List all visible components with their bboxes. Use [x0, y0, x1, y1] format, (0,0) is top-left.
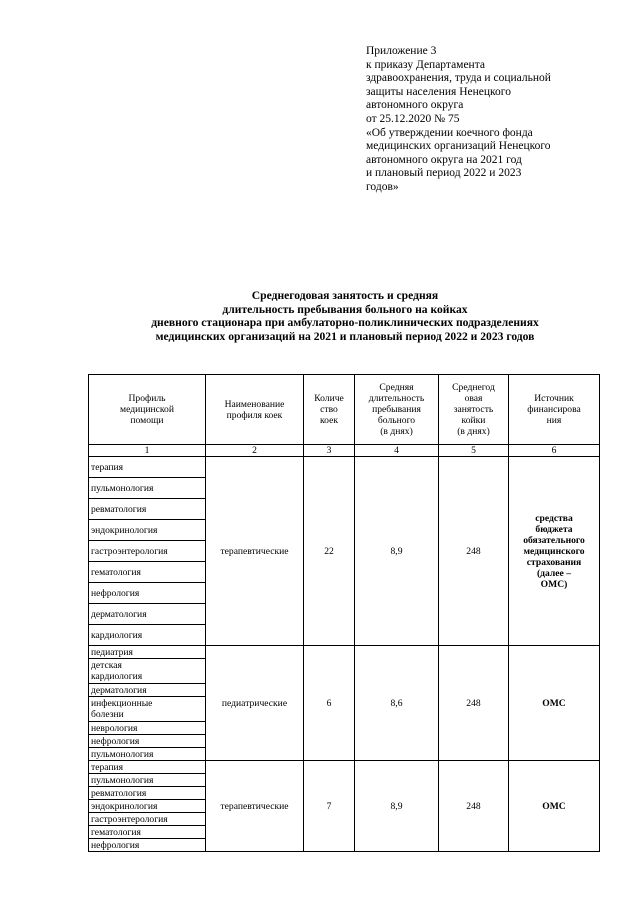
annex-line: годов»	[366, 180, 399, 193]
cell-line: детская	[91, 660, 122, 671]
cell-line: (далее –	[536, 567, 572, 579]
header-occupancy	[439, 375, 509, 445]
cell-line: эндокринология	[91, 524, 158, 536]
table-body	[89, 375, 600, 852]
title-line: длительность пребывания больного на койках	[222, 302, 468, 316]
cell-line: бюджета	[535, 523, 573, 535]
cell-line: (в днях)	[380, 426, 413, 437]
table-row	[89, 761, 600, 774]
bed-profile-cell: терапевтические	[206, 761, 304, 852]
cell-line: страхования	[526, 556, 582, 568]
profile-cell	[89, 659, 206, 684]
profile-cell	[89, 499, 206, 520]
cell-line: кардиология	[91, 671, 143, 682]
cell-line: болезни	[91, 709, 124, 720]
annex-line: автономного округа на 2021 год	[366, 153, 522, 166]
column-number: 1	[89, 445, 206, 457]
occupancy-cell: 248	[439, 646, 509, 761]
annex-line: медицинских организаций Ненецкого	[366, 140, 551, 153]
profile-cell	[89, 839, 206, 852]
header-profile	[89, 375, 206, 445]
header-avg-stay	[355, 375, 439, 445]
bed-profile-cell: педиатрические	[206, 646, 304, 761]
bed-occupancy-table	[88, 374, 600, 852]
cell-line: пульмонология	[91, 482, 154, 494]
cell-line: длительность	[368, 393, 425, 404]
cell-line: ревматология	[91, 503, 147, 515]
cell-line: пребывания	[372, 404, 421, 415]
cell-line: помощи	[130, 415, 164, 426]
header-row	[89, 375, 600, 445]
cell-line: Источник	[534, 393, 574, 404]
profile-cell	[89, 774, 206, 787]
cell-line: нефрология	[91, 735, 140, 747]
profile-cell	[89, 735, 206, 748]
funding-cell	[509, 761, 600, 852]
cell-line: средства	[535, 512, 573, 524]
cell-line: Среднегод	[452, 382, 495, 393]
cell-line: коек	[319, 415, 338, 426]
cell-line: Средняя	[379, 382, 414, 393]
funding-cell	[509, 646, 600, 761]
cell-line: занятость	[453, 404, 494, 415]
cell-line: медицинского	[523, 545, 585, 557]
cell-line: Количе	[314, 393, 344, 404]
annex-block	[366, 45, 626, 195]
cell-line: пульмонология	[91, 748, 154, 760]
table-row	[89, 646, 600, 659]
annex-line: от 25.12.2020 № 75	[366, 112, 460, 125]
profile-cell	[89, 697, 206, 722]
profile-cell	[89, 457, 206, 478]
cell-line: кардиология	[91, 629, 143, 641]
column-number: 6	[509, 445, 600, 457]
annex-line: и плановый период 2022 и 2023	[366, 167, 522, 180]
cell-line: нефрология	[91, 839, 140, 851]
cell-line: Наименование	[224, 398, 285, 410]
avg-stay-cell: 8,9	[355, 761, 439, 852]
profile-cell	[89, 761, 206, 774]
bed-count-cell: 6	[304, 646, 355, 761]
cell-line: дерматология	[91, 684, 147, 696]
occupancy-cell: 248	[439, 761, 509, 852]
title-line: Среднегодовая занятость и средняя	[251, 289, 439, 302]
cell-line: эндокринология	[91, 800, 158, 812]
column-number: 4	[355, 445, 439, 457]
cell-line: профиля коек	[226, 409, 283, 421]
cell-line: неврология	[91, 722, 138, 734]
annex-line: «Об утверждении коечного фонда	[366, 126, 533, 139]
profile-cell	[89, 520, 206, 541]
title-line: дневного стационара при амбулаторно-поликлинических подразделениях	[151, 316, 539, 330]
cell-line: терапия	[91, 461, 124, 473]
funding-cell	[509, 457, 600, 646]
profile-cell	[89, 562, 206, 583]
header-bed-count	[304, 375, 355, 445]
cell-line: медицинской	[120, 404, 174, 415]
column-number: 3	[304, 445, 355, 457]
profile-cell	[89, 625, 206, 646]
header-funding	[509, 375, 600, 445]
cell-line: (в днях)	[457, 426, 490, 437]
column-number-row	[89, 445, 600, 457]
cell-line: гематология	[91, 826, 141, 838]
annex-line: защиты населения Ненецкого	[366, 85, 511, 98]
cell-line: гематология	[91, 566, 141, 578]
cell-line: ОМС)	[540, 578, 568, 590]
annex-line: Приложение 3	[366, 45, 437, 57]
avg-stay-cell: 8,6	[355, 646, 439, 761]
bed-profile-cell: терапевтические	[206, 457, 304, 646]
annex-line: автономного округа	[366, 99, 464, 112]
title-line: медицинских организаций на 2021 и плановый период 2022 и 2023 годов	[155, 330, 535, 344]
bed-count-cell: 7	[304, 761, 355, 852]
annex-line: здравоохранения, труда и социальной	[366, 72, 551, 85]
profile-cell	[89, 813, 206, 826]
cell-line: пульмонология	[91, 774, 154, 786]
profile-cell	[89, 478, 206, 499]
profile-cell	[89, 826, 206, 839]
bed-count-cell: 22	[304, 457, 355, 646]
cell-line: нефрология	[91, 587, 140, 599]
profile-cell	[89, 583, 206, 604]
profile-cell	[89, 787, 206, 800]
cell-line: обязательного	[523, 534, 585, 546]
profile-cell	[89, 604, 206, 625]
occupancy-cell: 248	[439, 457, 509, 646]
cell-line: больного	[377, 415, 416, 426]
cell-line: терапия	[91, 761, 124, 773]
cell-line: ния	[546, 415, 562, 426]
cell-line: ОМС	[542, 800, 566, 812]
document-title	[80, 289, 610, 344]
profile-cell	[89, 646, 206, 659]
cell-line: койки	[461, 415, 486, 426]
cell-line: ревматология	[91, 787, 147, 799]
cell-line: инфекционные	[91, 698, 153, 709]
column-number: 5	[439, 445, 509, 457]
cell-line: дерматология	[91, 608, 147, 620]
table-row	[89, 457, 600, 478]
profile-cell	[89, 722, 206, 735]
header-bed-profile	[206, 375, 304, 445]
cell-line: гастроэнтерология	[91, 545, 168, 557]
profile-cell	[89, 684, 206, 697]
column-number: 2	[206, 445, 304, 457]
cell-line: овая	[464, 393, 483, 404]
profile-cell	[89, 800, 206, 813]
cell-line: финансирова	[527, 404, 581, 415]
cell-line: гастроэнтерология	[91, 813, 168, 825]
profile-cell	[89, 541, 206, 562]
cell-line: ОМС	[542, 697, 566, 709]
profile-cell	[89, 748, 206, 761]
cell-line: Профиль	[128, 393, 166, 404]
annex-line: к приказу Департамента	[366, 58, 485, 71]
cell-line: ство	[320, 404, 338, 415]
avg-stay-cell: 8,9	[355, 457, 439, 646]
cell-line: педиатрия	[91, 646, 133, 658]
